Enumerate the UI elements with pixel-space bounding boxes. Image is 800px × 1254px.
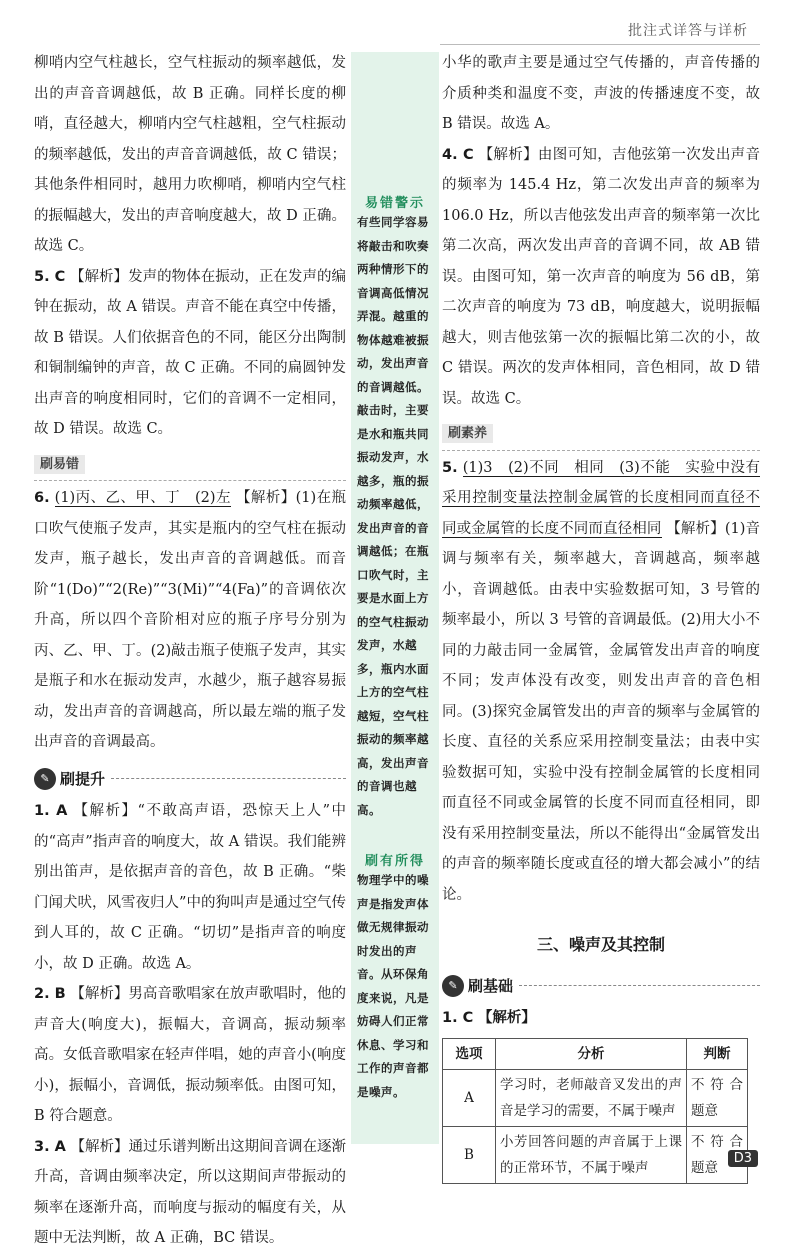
section-label-cuoyi: 刷易错 <box>34 449 346 482</box>
question-3-analysis: 【解析】通过乐谱判断出这期间音调在逐渐升高，音调由频率决定，所以这期间声带振动的频率在逐渐升高，而响度与振动的幅度有关，从题中无法判断，故 A 正确，BC 错误。 <box>34 1138 347 1246</box>
question-5-left <box>34 262 346 445</box>
analysis-table <box>442 1038 748 1184</box>
section-tisheng <box>34 764 346 795</box>
table-cell-option: B <box>443 1126 496 1183</box>
section-divider <box>519 985 760 986</box>
brush-icon: ✎ <box>442 975 464 997</box>
tip-title-takeaway: 刷有所得 <box>364 854 425 869</box>
right-intro-paragraph: 小华的歌声主要是通过空气传播的，声音传播的介质种类和温度不变，声波的传播速度不变，故 B 错误。故选 A。 <box>442 55 760 132</box>
section-label-suyang: 刷素养 <box>442 418 760 451</box>
question-5-right <box>442 453 760 911</box>
table-row <box>443 1069 748 1126</box>
question-6-answer: (1)丙、乙、甲、丁 (2)左 <box>54 490 231 506</box>
question-5-right-answer: (1)3 (2)不同 相同 (3)不能 实验中没有采用控制变量法控制金属管的长度相同而直径不同或金属管的长度不同而直径相同 <box>442 459 761 537</box>
section-tisheng-label: 刷提升 <box>60 769 106 788</box>
tip-text-error-warning: 有些同学容易将敲击和吹奏两种情形下的音调高低情况弄混。越重的物体越难被振动，发出声音的音调越低。敲击时，主要是水和瓶共同振动发声，水越多，瓶的振动频率越低，发出声音的音调越低；在瓶口吹气时，主要是水面上方的空气柱振动发声，水越多，瓶内水面上方的空气柱越短，空气柱振动的频率越高，发出声音的音调也越高。 <box>357 215 429 817</box>
question-6 <box>34 483 346 758</box>
question-4-analysis: 【解析】由图可知，吉他弦第一次发出声音的频率为 145.4 Hz，第二次发出声音的频率为 106.0 Hz，所以吉他弦发出声音的频率第一次比第二次高，两次发出声音的音调不同，故 AB 错误。由图可知，第一次声音的响度为 56 dB，第二次声音的响度为 73 dB，响度越大，说明振幅越大，则吉他弦第一次的振幅比第二次的小，故 C 错误。两次的发声体相同，音色相同，故 D 错误。故选 C。 <box>442 146 761 407</box>
question-5-number: 5. C <box>34 268 66 285</box>
table-cell-judgement: 不符合题意 <box>687 1126 748 1183</box>
table-row <box>443 1126 748 1183</box>
left-column <box>34 48 346 1254</box>
question-6-number: 6. <box>34 490 50 506</box>
table-header-option: 选项 <box>443 1038 496 1069</box>
question-3-tisheng <box>34 1132 346 1254</box>
question-1-analysis: 【解析】“不敢高声语，恐惊天上人”中的“高声”指声音的响度大，故 A 错误。我们能辨别出笛声，是依据声音的音色，故 B 正确。“柴门闻犬吠，风雪夜归人”中的狗叫声是通过空气传到人耳的，故 C 正确。“切切”是指声音的响度小，故 D 正确。故选 A。 <box>34 803 347 972</box>
table-header-row <box>443 1038 748 1069</box>
question-2-analysis: 【解析】男高音歌唱家在放声歌唱时，他的声音大(响度大)，振幅大，音调高，振动频率高。女低音歌唱家在轻声伴唱，她的声音小(响度小)，振幅小，音调低，振动频率低。由图可知，B 符合题意。 <box>34 986 347 1124</box>
table-cell-analysis: 学习时，老师敲音叉发出的声音是学习的需要，不属于噪声 <box>496 1069 687 1126</box>
table-header-analysis: 分析 <box>496 1038 687 1069</box>
question-4-right <box>442 140 760 415</box>
question-2-number: 2. B <box>34 986 66 1002</box>
question-5-right-number: 5. <box>442 459 458 476</box>
section-divider <box>111 778 346 779</box>
question-4-number: 4. C <box>442 146 474 163</box>
table-cell-analysis: 小芳回答问题的声音属于上课的正常环节，不属于噪声 <box>496 1126 687 1183</box>
right-column <box>442 48 760 1184</box>
question-1-jichu <box>442 1003 760 1034</box>
brush-icon: ✎ <box>34 768 56 790</box>
margin-notes-column <box>351 52 439 1144</box>
chapter-title: 三、噪声及其控制 <box>536 935 665 954</box>
tip-title-error-warning: 易错警示 <box>364 196 425 211</box>
tip-text-takeaway: 物理学中的噪声是指发声体做无规律振动时发出的声音。从环保角度来说，凡是妨碍人们正常休息、学习和工作的声音都是噪声。 <box>357 873 429 1099</box>
page-number: D3 <box>728 1150 758 1167</box>
question-1-jichu-label: 【解析】 <box>477 1010 536 1026</box>
question-1-tisheng <box>34 796 346 979</box>
question-5-right-analysis: 【解析】(1)音调与频率有关，频率越大，音调越高，频率越小，音调越低。由表中实验数据可知，3 号管的频率最小，所以 3 号管的音调最低。(2)用大小不同的力敲击同一金属管，金属管发出声音的响度不同；发声体没有改变，则发出声音的音色相同。(3)探究金属管发出的声音的频率与金属管的长度、直径的关系应采用控制变量法；由表中实验数据可知，实验中没有控制金属管的长度相同而直径不同或金属管的长度不同而直径相同，即没有采用控制变量法，所以不能得出“金属管发出的声音的频率随长度或直径的增大都会减小”的结论。 <box>442 520 760 903</box>
question-3-number: 3. A <box>34 1138 66 1155</box>
question-1-jichu-number: 1. C <box>442 1010 474 1026</box>
table-header-judgement: 判断 <box>687 1038 748 1069</box>
page-header-title: 批注式详答与详析 <box>628 23 748 39</box>
section-jichu <box>442 971 760 1002</box>
header-divider <box>440 44 760 45</box>
left-intro-paragraph: 柳哨内空气柱越长，空气柱振动的频率越低，发出的声音音调越低，故 B 正确。同样长度的柳哨，直径越大，柳哨内空气柱越粗，空气柱振动的频率越低，发出的声音音调越低，故 C 错误；其他条件相同时，越用力吹柳哨，柳哨内空气柱的振幅越大，发出的声音响度越大，故 D 正确。故选 C。 <box>34 55 346 254</box>
table-cell-option: A <box>443 1069 496 1126</box>
question-5-analysis: 【解析】发声的物体在振动，正在发声的编钟在振动，故 A 错误。声音不能在真空中传播，故 B 错误。人们依据音色的不同，能区分出陶制和铜制编钟的声音，故 C 正确。不同的扁圆钟发出声音的响度相同时，它们的音调不一定相同，故 D 错误。故选 C。 <box>34 268 347 437</box>
question-2-tisheng <box>34 979 346 1132</box>
question-6-analysis: 【解析】(1)在瓶口吹气使瓶子发声，其实是瓶内的空气柱在振动发声，瓶子越长，发出声音的音调越低。而音阶“1(Do)”“2(Re)”“3(Mi)”“4(Fa)”的音调依次升高，所以四个音阶相对应的瓶子序号分别为丙、乙、甲、丁。(2)敲击瓶子使瓶子发声，其实是瓶子和水在振动发声，水越少，瓶子越容易振动，发出声音的音调越高，所以最左端的瓶子发出声音的音调最高。 <box>34 490 347 750</box>
section-jichu-label: 刷基础 <box>468 976 514 995</box>
table-cell-judgement: 不符合题意 <box>687 1069 748 1126</box>
question-1-number: 1. A <box>34 803 68 819</box>
